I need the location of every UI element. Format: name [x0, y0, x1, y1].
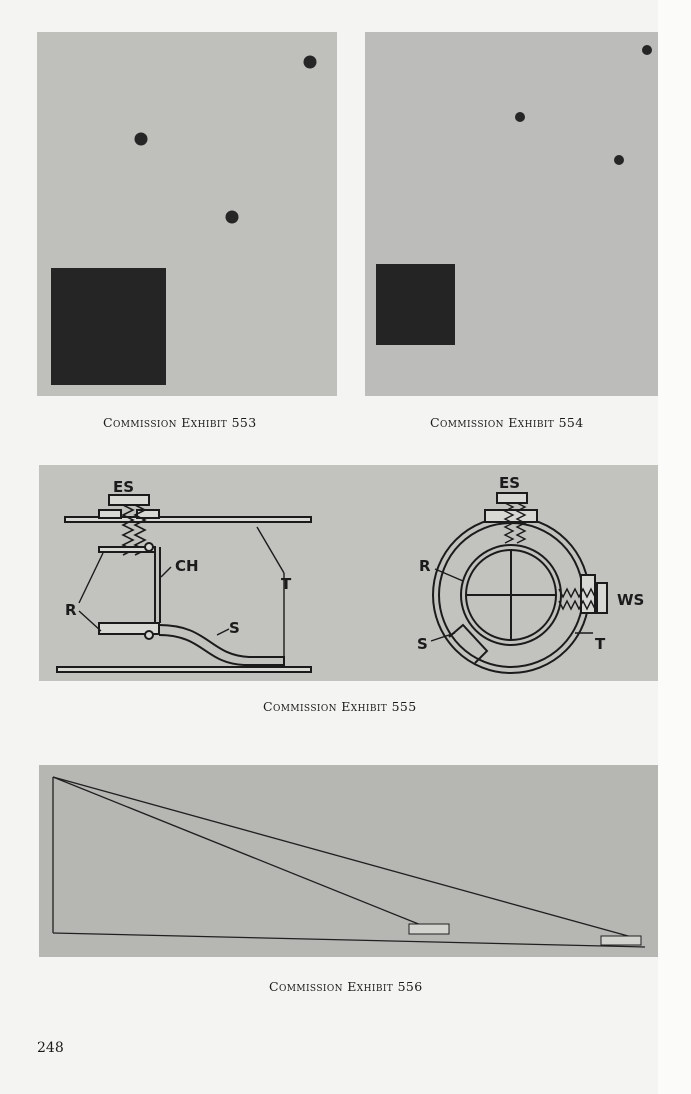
- rivet: [145, 543, 153, 551]
- caption-exhibit-554: Commission Exhibit 554: [430, 415, 584, 430]
- label-ws: WS: [617, 591, 645, 609]
- label-ch: CH: [175, 557, 199, 575]
- dark-patch: [376, 264, 455, 345]
- label-s-left: S: [229, 619, 240, 637]
- page-number: 248: [37, 1040, 64, 1056]
- bottom-plate: [57, 667, 311, 672]
- exhibit-554-photo: [365, 32, 658, 396]
- label-r-left: R: [65, 601, 77, 619]
- exhibit-555-diagram: [39, 465, 658, 681]
- marker-block-near: [409, 924, 449, 934]
- caption-exhibit-553: Commission Exhibit 553: [103, 415, 257, 430]
- screw-head: [109, 495, 149, 505]
- bullet-hole: [614, 155, 624, 165]
- marker-block-far: [601, 936, 641, 945]
- bullet-hole: [304, 56, 317, 69]
- screw-nut-left: [99, 510, 121, 518]
- exhibit-556-photo: [39, 765, 658, 957]
- exhibit-553-photo: [37, 32, 337, 396]
- label-t-right: T: [595, 635, 606, 653]
- bullet-hole: [226, 211, 239, 224]
- page-edge: [658, 0, 691, 1094]
- photo-background: [39, 765, 658, 957]
- bullet-hole: [515, 112, 525, 122]
- caption-exhibit-555: Commission Exhibit 555: [263, 699, 417, 714]
- bullet-hole: [135, 133, 148, 146]
- label-es-left: ES: [113, 478, 135, 496]
- dark-patch: [51, 268, 166, 385]
- rivet: [145, 631, 153, 639]
- label-r-right: R: [419, 557, 431, 575]
- side-screw-head: [597, 583, 607, 613]
- label-s-right: S: [417, 635, 428, 653]
- label-es-right: ES: [499, 474, 521, 492]
- bullet-hole: [642, 45, 652, 55]
- top-screw-head: [497, 493, 527, 503]
- caption-exhibit-556: Commission Exhibit 556: [269, 979, 423, 994]
- label-t-left: T: [281, 575, 292, 593]
